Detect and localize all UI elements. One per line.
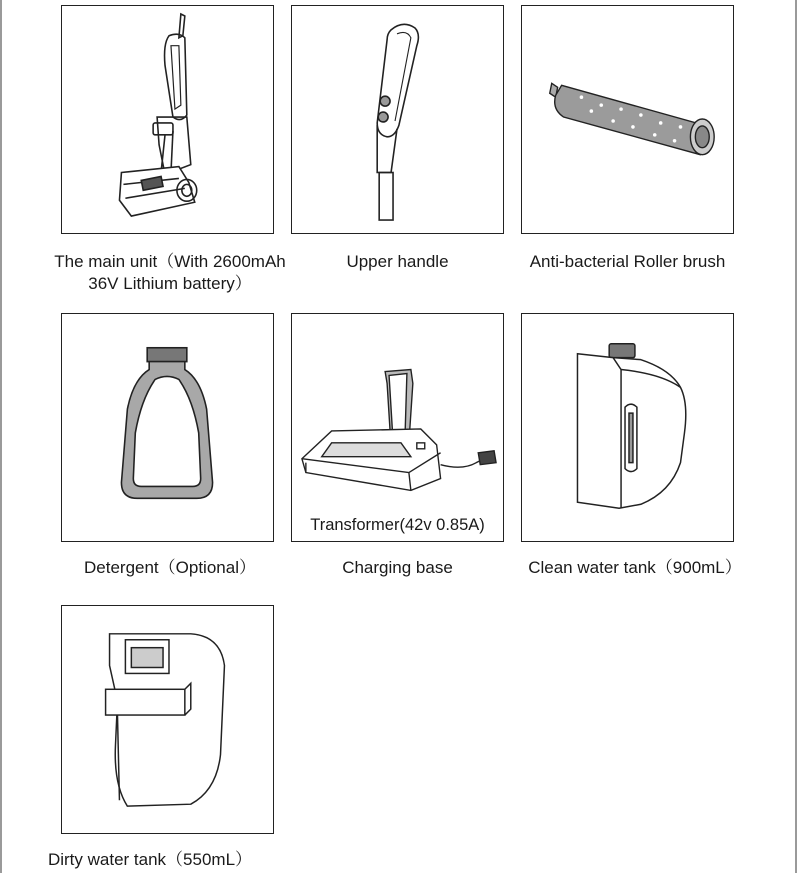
detergent-image-box [61, 313, 274, 542]
dirty-water-tank-caption: Dirty water tank（550mL） [47, 850, 253, 869]
roller-brush-icon [522, 6, 733, 233]
clean-water-tank-icon [522, 314, 733, 541]
page-edge-left [0, 0, 2, 873]
clean-water-tank-caption: Clean water tank（900mL） [528, 558, 742, 577]
main-unit-caption-line1: The main unit（With 2600mAh [54, 252, 286, 271]
upper-handle-image-box [291, 5, 504, 234]
detergent-caption: Detergent（Optional） [84, 558, 256, 577]
dirty-water-tank-icon [62, 606, 273, 833]
charging-base-caption: Charging base [342, 558, 453, 577]
dirty-water-tank-image-box [61, 605, 274, 834]
charging-base-image-box [291, 313, 504, 542]
charging-base-icon [292, 314, 503, 541]
detergent-bottle-icon [62, 314, 273, 541]
vacuum-main-unit-icon [62, 6, 273, 233]
roller-brush-image-box [521, 5, 734, 234]
transformer-label: Transformer(42v 0.85A) [310, 516, 485, 534]
upper-handle-caption: Upper handle [346, 252, 449, 271]
clean-water-tank-image-box [521, 313, 734, 542]
roller-brush-caption: Anti-bacterial Roller brush [529, 252, 726, 271]
main-unit-image-box [61, 5, 274, 234]
upper-handle-icon [292, 6, 503, 233]
main-unit-caption-line2: 36V Lithium battery） [88, 274, 252, 293]
